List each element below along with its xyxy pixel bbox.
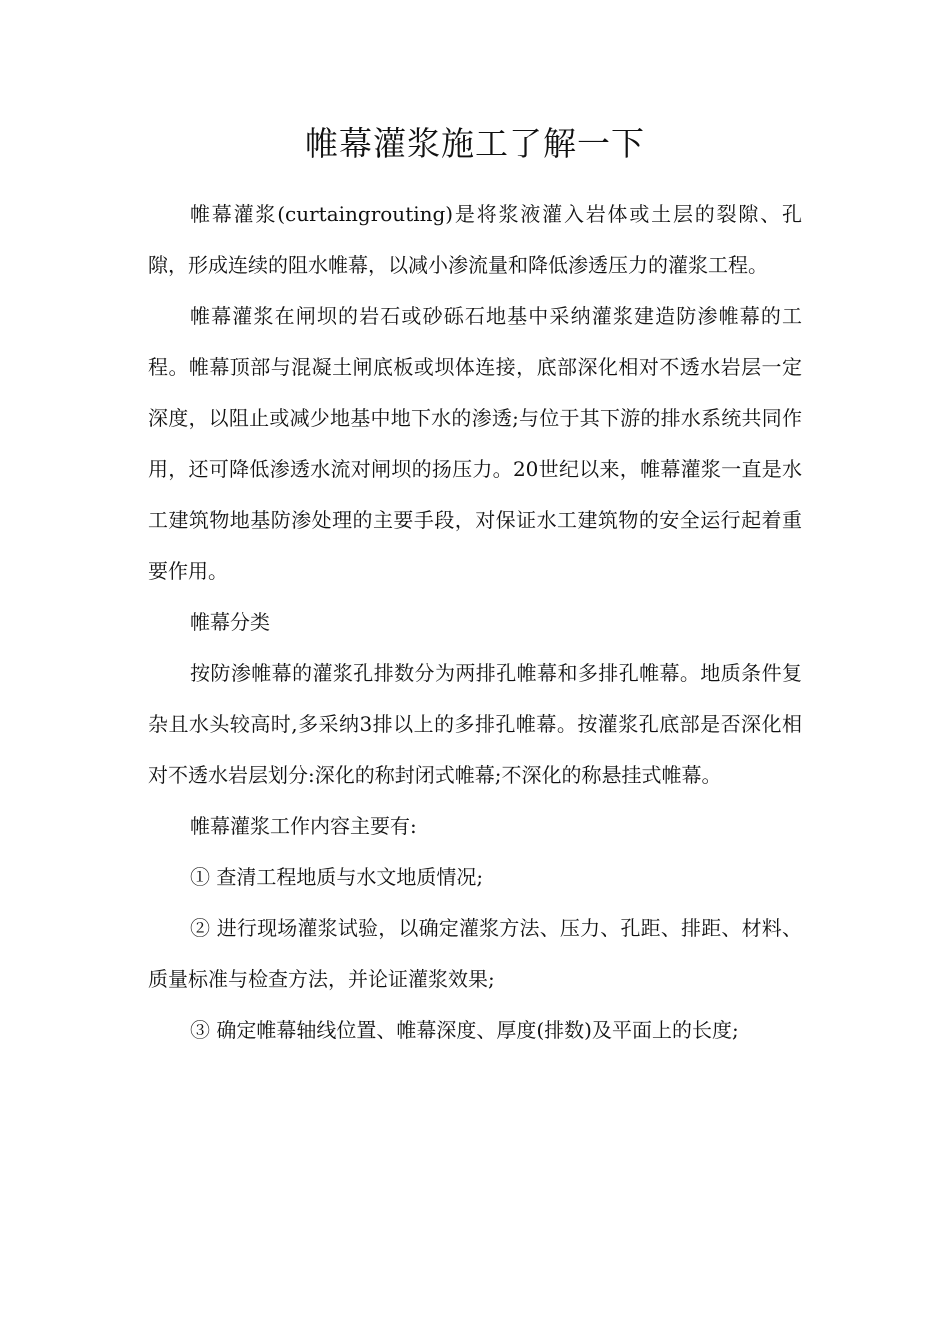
- document-title: 帷幕灌浆施工了解一下: [305, 124, 645, 163]
- document-body: [148, 189, 802, 1056]
- list-item-2: ② 进行现场灌浆试验，以确定灌浆方法、压力、孔距、排距、材料、质量标准与检查方法，并论证灌浆效果;: [148, 916, 802, 991]
- paragraph-intro: 帷幕灌浆(curtaingrouting)是将浆液灌入岩体或土层的裂隙、孔隙，形成连续的阻水帷幕，以减小渗流量和降低渗透压力的灌浆工程。: [148, 202, 802, 277]
- paragraph-description: 帷幕灌浆在闸坝的岩石或砂砾石地基中采纳灌浆建造防渗帷幕的工程。帷幕顶部与混凝土闸底板或坝体连接，底部深化相对不透水岩层一定深度，以阻止或减少地基中地下水的渗透;与位于其下游的排水系统共同作用，还可降低渗透水流对闸坝的扬压力。20世纪以来，帷幕灌浆一直是水工建筑物地基防渗处理的主要手段，对保证水工建筑物的安全运行起着重要作用。: [148, 304, 802, 583]
- paragraph-classification: 按防渗帷幕的灌浆孔排数分为两排孔帷幕和多排孔帷幕。地质条件复杂且水头较高时,多采纳3排以上的多排孔帷幕。按灌浆孔底部是否深化相对不透水岩层划分:深化的称封闭式帷幕;不深化的称悬挂式帷幕。: [148, 661, 802, 787]
- section-heading-classification: 帷幕分类: [190, 610, 270, 634]
- paragraph-work-content-heading: 帷幕灌浆工作内容主要有:: [190, 814, 417, 838]
- list-item-3: ③ 确定帷幕轴线位置、帷幕深度、厚度(排数)及平面上的长度;: [190, 1018, 739, 1042]
- list-item-1: ① 查清工程地质与水文地质情况;: [190, 865, 484, 889]
